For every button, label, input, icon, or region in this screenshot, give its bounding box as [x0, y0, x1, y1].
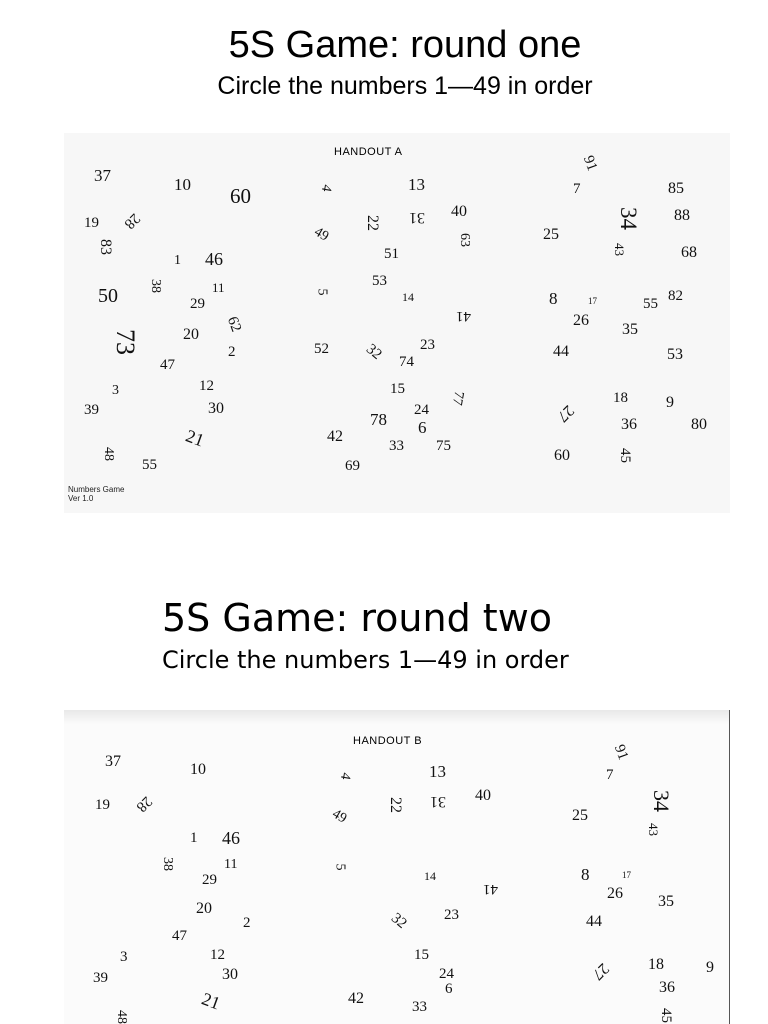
scattered-number[interactable]: 31 [409, 209, 425, 226]
scattered-number[interactable]: 47 [160, 357, 175, 373]
scattered-number[interactable]: 49 [329, 806, 350, 827]
scattered-number[interactable]: 24 [439, 966, 454, 982]
scattered-number[interactable]: 29 [190, 296, 205, 312]
round-one-title: 5S Game: round one [228, 24, 582, 66]
scattered-number[interactable]: 4 [317, 183, 334, 193]
scattered-number[interactable]: 39 [93, 970, 108, 986]
scattered-number[interactable]: 69 [345, 458, 360, 474]
scattered-number[interactable]: 47 [172, 928, 187, 944]
scattered-number[interactable]: 53 [372, 273, 387, 289]
scattered-number[interactable]: 88 [674, 207, 690, 224]
footer-game-name: Numbers Game [68, 485, 125, 494]
scattered-number[interactable]: 26 [573, 312, 589, 329]
handout-a [64, 133, 730, 513]
scattered-number[interactable]: 28 [132, 792, 155, 815]
scattered-number[interactable]: 18 [648, 956, 664, 973]
scattered-number[interactable]: 55 [643, 296, 658, 312]
scattered-number[interactable]: 44 [586, 913, 602, 930]
scattered-number[interactable]: 48 [101, 447, 116, 461]
scattered-number[interactable]: 22 [387, 797, 404, 813]
scattered-number[interactable]: 13 [429, 762, 446, 781]
scattered-number[interactable]: 28 [120, 209, 143, 232]
scattered-number[interactable]: 30 [208, 400, 224, 417]
scattered-number[interactable]: 21 [199, 988, 223, 1014]
scattered-number[interactable]: 11 [212, 280, 225, 295]
scattered-number[interactable]: 15 [390, 381, 405, 397]
scattered-number[interactable]: 9 [666, 394, 674, 411]
scattered-number[interactable]: 53 [667, 346, 683, 363]
scattered-number[interactable]: 6 [418, 418, 427, 437]
scattered-number[interactable]: 15 [414, 947, 429, 963]
scattered-number[interactable]: 33 [389, 438, 404, 454]
scattered-number[interactable]: 5 [314, 288, 330, 296]
scattered-number[interactable]: 19 [84, 215, 99, 231]
scattered-number[interactable]: 18 [613, 390, 628, 406]
scattered-number[interactable]: 11 [224, 857, 238, 872]
scattered-number[interactable]: 43 [612, 243, 627, 256]
scattered-number[interactable]: 44 [553, 343, 569, 360]
scattered-number[interactable]: 51 [384, 246, 399, 262]
scattered-number[interactable]: 9 [706, 959, 714, 976]
handout-b-title: HANDOUT B [353, 735, 423, 747]
scattered-number[interactable]: 8 [549, 289, 558, 308]
handout-b [64, 710, 730, 1024]
scattered-number[interactable]: 30 [222, 966, 238, 983]
handout-a-title: HANDOUT A [334, 146, 403, 158]
scattered-number[interactable]: 77 [448, 389, 467, 407]
scattered-number[interactable]: 37 [94, 166, 111, 185]
scattered-number[interactable]: 13 [408, 175, 425, 194]
scattered-number[interactable]: 80 [691, 416, 707, 433]
scattered-number[interactable]: 55 [142, 457, 157, 473]
scattered-number[interactable]: 40 [451, 203, 467, 220]
scattered-number[interactable]: 14 [424, 869, 436, 883]
scattered-number[interactable]: 73 [111, 329, 140, 355]
scattered-number[interactable]: 85 [668, 180, 684, 197]
scattered-number[interactable]: 33 [412, 999, 427, 1015]
handout-a-footer [68, 485, 124, 503]
scattered-number[interactable]: 12 [210, 947, 225, 963]
scattered-number[interactable]: 3 [120, 949, 128, 965]
scattered-number[interactable]: 8 [581, 865, 590, 884]
scattered-number[interactable]: 14 [402, 290, 414, 304]
round-one-subtitle: Circle the numbers 1—49 in order [217, 72, 593, 100]
scattered-number[interactable]: 39 [84, 402, 99, 418]
scattered-number[interactable]: 7 [573, 181, 581, 197]
scattered-number[interactable]: 22 [364, 215, 381, 231]
scattered-number[interactable]: 38 [160, 857, 175, 871]
scattered-number[interactable]: 45 [658, 1008, 674, 1023]
scattered-number[interactable]: 23 [420, 337, 435, 353]
round-two-title: 5S Game: round two [162, 596, 553, 640]
scattered-number[interactable]: 40 [475, 787, 491, 804]
scattered-number[interactable]: 7 [606, 767, 614, 783]
scattered-number[interactable]: 17 [622, 870, 631, 880]
scattered-number[interactable]: 24 [414, 402, 429, 418]
scattered-number[interactable]: 27 [588, 959, 613, 984]
scattered-number[interactable]: 23 [444, 907, 459, 923]
scattered-number[interactable]: 25 [572, 807, 588, 824]
scattered-number[interactable]: 63 [457, 233, 472, 247]
scattered-number[interactable]: 52 [314, 341, 329, 357]
scattered-number[interactable]: 20 [183, 326, 199, 343]
scattered-number[interactable]: 60 [554, 447, 570, 464]
scattered-number[interactable]: 46 [205, 249, 223, 269]
scattered-number[interactable]: 1 [174, 253, 181, 268]
scattered-number[interactable]: 48 [114, 1010, 129, 1024]
scattered-number[interactable]: 78 [370, 410, 387, 429]
scattered-number[interactable]: 6 [445, 981, 453, 997]
scattered-number[interactable]: 10 [174, 175, 191, 194]
scattered-number[interactable]: 32 [362, 341, 385, 364]
scattered-number[interactable]: 35 [622, 321, 638, 338]
scattered-number[interactable]: 46 [222, 828, 240, 848]
scattered-number[interactable]: 34 [649, 790, 674, 812]
scattered-number[interactable]: 68 [681, 244, 697, 261]
scattered-number[interactable]: 5 [332, 863, 348, 871]
scattered-number[interactable]: 45 [617, 448, 633, 463]
scattered-number[interactable]: 35 [658, 893, 674, 910]
scattered-number[interactable]: 1 [190, 830, 198, 846]
scattered-number[interactable]: 3 [112, 383, 119, 398]
scattered-number[interactable]: 91 [610, 742, 632, 763]
scattered-number[interactable]: 34 [616, 207, 641, 230]
scattered-number[interactable]: 83 [97, 239, 114, 255]
scattered-number[interactable]: 36 [621, 416, 637, 433]
scattered-number[interactable]: 25 [543, 226, 559, 243]
scan-shadow [64, 710, 729, 724]
scattered-number[interactable]: 10 [190, 761, 206, 778]
scattered-number[interactable]: 20 [196, 900, 212, 917]
scattered-number[interactable]: 36 [659, 979, 675, 996]
scattered-number[interactable]: 38 [148, 279, 163, 293]
round-two-subtitle: Circle the numbers 1—49 in order [162, 646, 569, 674]
footer-version: Ver 1.0 [68, 494, 94, 503]
scattered-number[interactable]: 31 [430, 793, 446, 810]
scattered-number[interactable]: 91 [579, 153, 601, 174]
scattered-number[interactable]: 21 [183, 425, 207, 451]
scattered-number[interactable]: 41 [456, 308, 471, 324]
scattered-number[interactable]: 4 [336, 771, 353, 781]
scattered-number[interactable]: 17 [588, 296, 597, 306]
scattered-number[interactable]: 62 [223, 314, 245, 335]
scattered-number[interactable]: 32 [387, 910, 410, 933]
scattered-number[interactable]: 82 [668, 288, 683, 304]
scattered-number[interactable]: 37 [105, 753, 121, 770]
scattered-number[interactable]: 60 [230, 184, 251, 208]
scattered-number[interactable]: 12 [199, 378, 214, 394]
scattered-number[interactable]: 19 [95, 797, 110, 813]
scattered-number[interactable]: 27 [553, 401, 578, 426]
scattered-number[interactable]: 49 [311, 224, 332, 245]
scattered-number[interactable]: 50 [98, 285, 118, 307]
scattered-number[interactable]: 29 [202, 872, 217, 888]
scattered-number[interactable]: 41 [483, 881, 498, 897]
scattered-number[interactable]: 2 [228, 344, 236, 360]
scattered-number[interactable]: 42 [348, 990, 364, 1007]
scattered-number[interactable]: 42 [327, 428, 343, 445]
scattered-number[interactable]: 74 [399, 354, 414, 370]
scattered-number[interactable]: 43 [646, 823, 661, 836]
scattered-number[interactable]: 26 [607, 885, 623, 902]
scattered-number[interactable]: 75 [436, 438, 451, 454]
scattered-number[interactable]: 2 [243, 915, 251, 931]
